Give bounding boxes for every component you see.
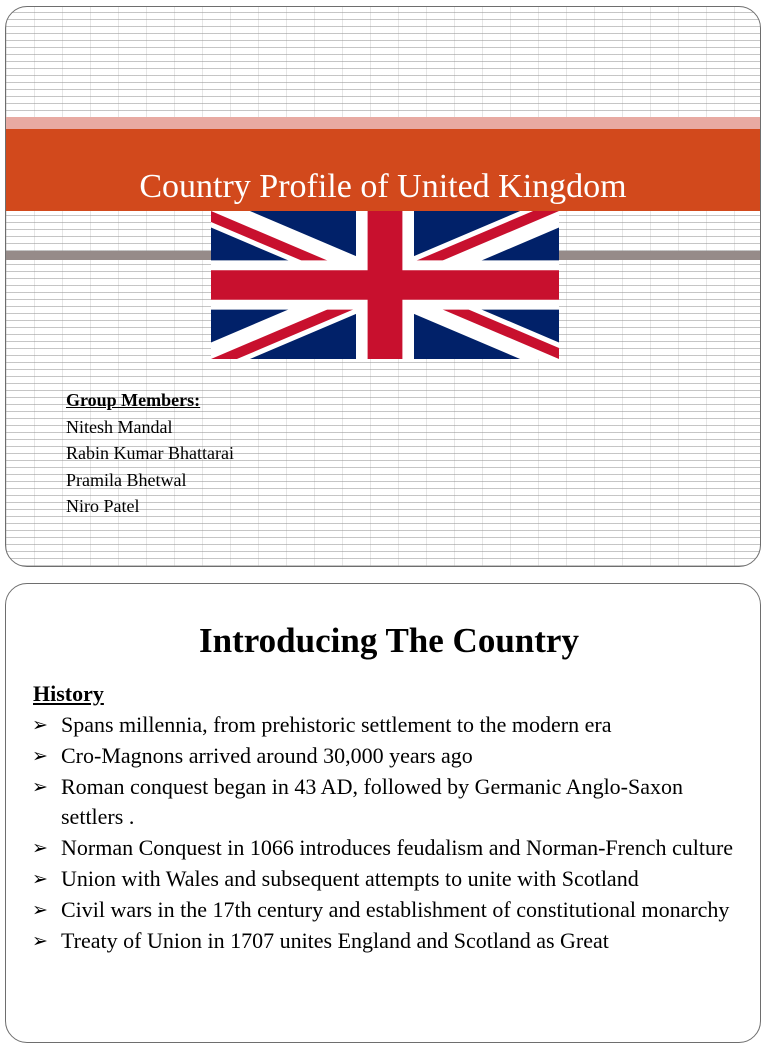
group-members-heading: Group Members: — [66, 390, 201, 410]
bullet-item — [32, 864, 744, 895]
history-bullet-list — [32, 710, 744, 956]
arrow-bullet-icon: ➢ — [32, 775, 48, 798]
arrow-bullet-icon: ➢ — [32, 744, 48, 767]
bullet-item — [32, 926, 744, 957]
bullet-text: Spans millennia, from prehistoric settlement to the modern era — [61, 712, 612, 737]
bullet-item — [32, 772, 744, 834]
union-jack-flag-icon — [211, 211, 559, 359]
member-name: Rabin Kumar Bhattarai — [66, 443, 234, 463]
intro-slide — [5, 583, 761, 1043]
bullet-item — [32, 741, 744, 772]
bullet-text: Civil wars in the 17th century and establishment of constitutional monarchy — [61, 896, 730, 922]
member-name: Pramila Bhetwal — [66, 469, 187, 490]
bullet-item — [32, 833, 744, 864]
member-name: Niro Patel — [66, 496, 140, 516]
bullet-text: Union with Wales and subsequent attempts to unite with Scotland — [61, 865, 639, 891]
pink-accent-band — [6, 117, 760, 129]
bullet-text: Treaty of Union in 1707 unites England and Scotland as Great — [61, 927, 609, 953]
bullet-text: Roman conquest began in 43 AD, followed by Germanic Anglo-Saxon settlers . — [61, 773, 684, 830]
bullet-text: Norman Conquest in 1066 introduces feudalism and Norman-French culture — [61, 835, 734, 861]
history-heading: History — [33, 681, 104, 706]
bullet-text: Cro-Magnons arrived around 30,000 years ago — [61, 742, 473, 768]
bullet-item — [32, 710, 744, 741]
arrow-bullet-icon: ➢ — [32, 837, 48, 860]
arrow-bullet-icon: ➢ — [32, 867, 48, 890]
bullet-item — [32, 895, 744, 926]
intro-slide-title: Introducing The Country — [199, 621, 579, 660]
group-members-block — [66, 387, 234, 520]
slide-title: Country Profile of United Kingdom — [139, 168, 627, 205]
arrow-bullet-icon: ➢ — [32, 714, 48, 736]
arrow-bullet-icon: ➢ — [32, 898, 48, 921]
title-slide — [5, 6, 761, 567]
arrow-bullet-icon: ➢ — [32, 929, 48, 952]
member-name: Nitesh Mandal — [66, 416, 173, 437]
